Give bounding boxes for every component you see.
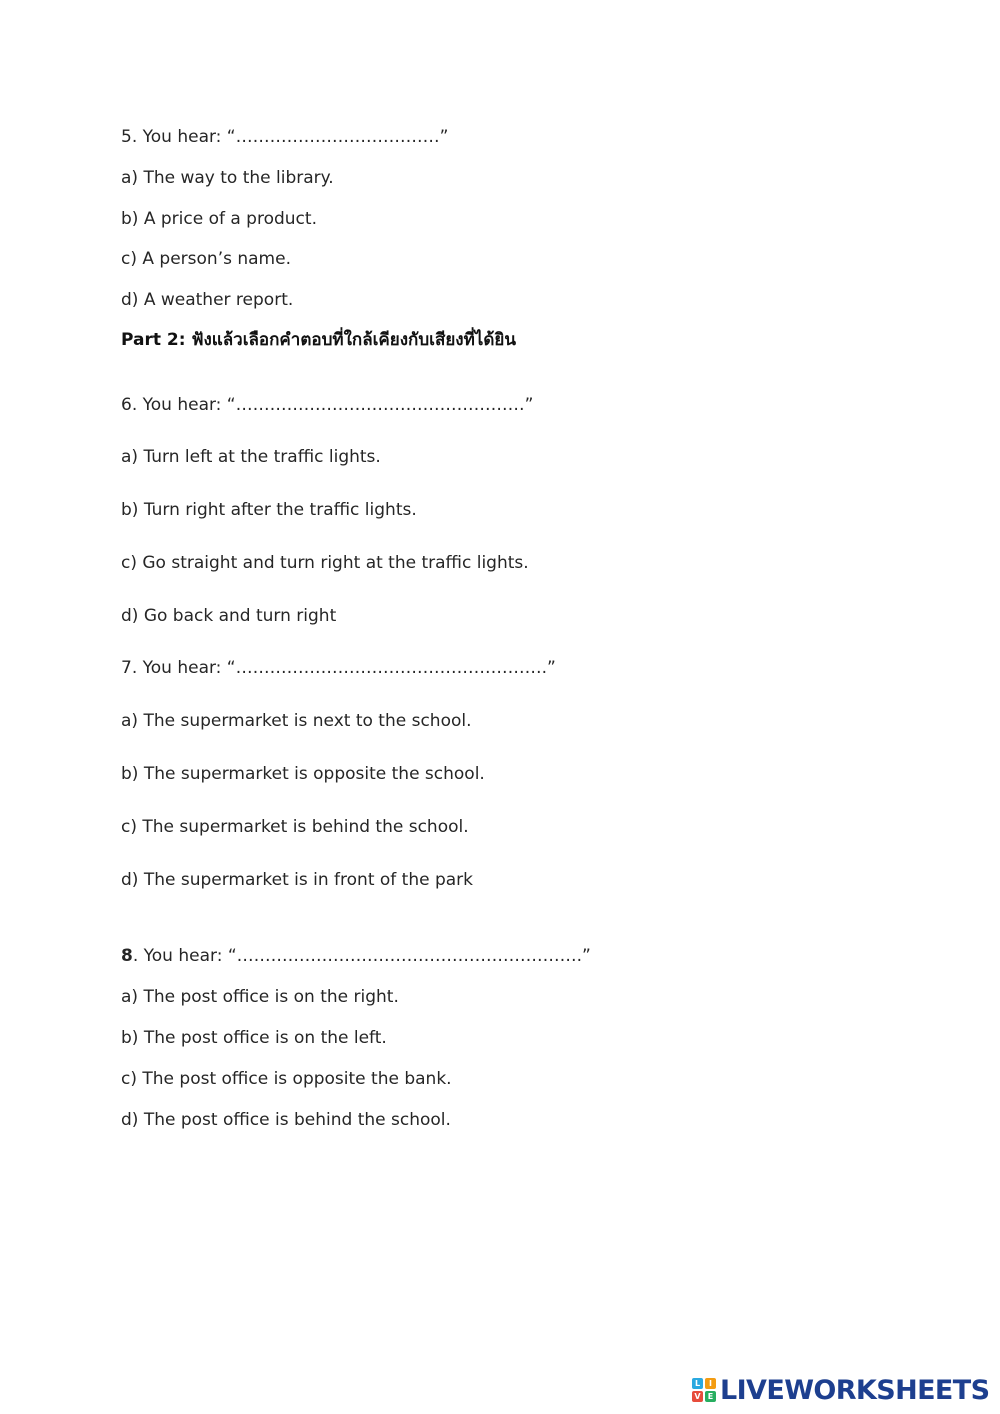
question-6-option-d: d) Go back and turn right — [121, 606, 337, 626]
question-8-prompt — [121, 944, 591, 968]
question-6-option-a: a) Turn left at the traffic lights. — [121, 447, 381, 467]
question-7-prompt: 7. You hear: “……………………………………………….” — [121, 658, 556, 678]
question-8-option-a: a) The post office is on the right. — [121, 987, 399, 1007]
logo-icon-tile-e: E — [705, 1391, 716, 1402]
question-7-option-b: b) The supermarket is opposite the school. — [121, 764, 485, 784]
question-5-prompt: 5. You hear: “………………………………” — [121, 127, 449, 147]
liveworksheets-logo[interactable] — [692, 1372, 989, 1408]
question-8-option-b: b) The post office is on the left. — [121, 1028, 387, 1048]
logo-icon-tile-v: V — [692, 1391, 703, 1402]
question-7-option-d: d) The supermarket is in front of the park — [121, 870, 474, 890]
question-7-option-c: c) The supermarket is behind the school. — [121, 817, 469, 837]
question-8-option-c: c) The post office is opposite the bank. — [121, 1069, 452, 1089]
question-8-option-d: d) The post office is behind the school. — [121, 1110, 451, 1130]
logo-icon-tile-i: I — [705, 1378, 716, 1389]
question-5-option-a: a) The way to the library. — [121, 168, 334, 188]
question-5-option-b: b) A price of a product. — [121, 209, 317, 229]
liveworksheets-logo-icon — [692, 1378, 716, 1402]
question-8-number: 8 — [121, 946, 133, 966]
question-6-prompt: 6. You hear: “……………………………………………” — [121, 395, 534, 415]
part-2-heading: Part 2: ฟังแล้วเลือกคำตอบที่ใกล้เคียงกับเสียงที่ได้ยิน — [121, 330, 516, 350]
logo-icon-tile-l: L — [692, 1378, 703, 1389]
question-6-option-b: b) Turn right after the traffic lights. — [121, 500, 417, 520]
question-7-option-a: a) The supermarket is next to the school. — [121, 711, 472, 731]
question-5-option-c: c) A person’s name. — [121, 249, 291, 269]
liveworksheets-logo-text: LIVEWORKSHEETS — [720, 1374, 990, 1406]
question-8-prompt-text: . You hear: “…………………………………………………….” — [132, 946, 591, 966]
question-5-option-d: d) A weather report. — [121, 290, 294, 310]
question-6-option-c: c) Go straight and turn right at the traffic lights. — [121, 553, 529, 573]
